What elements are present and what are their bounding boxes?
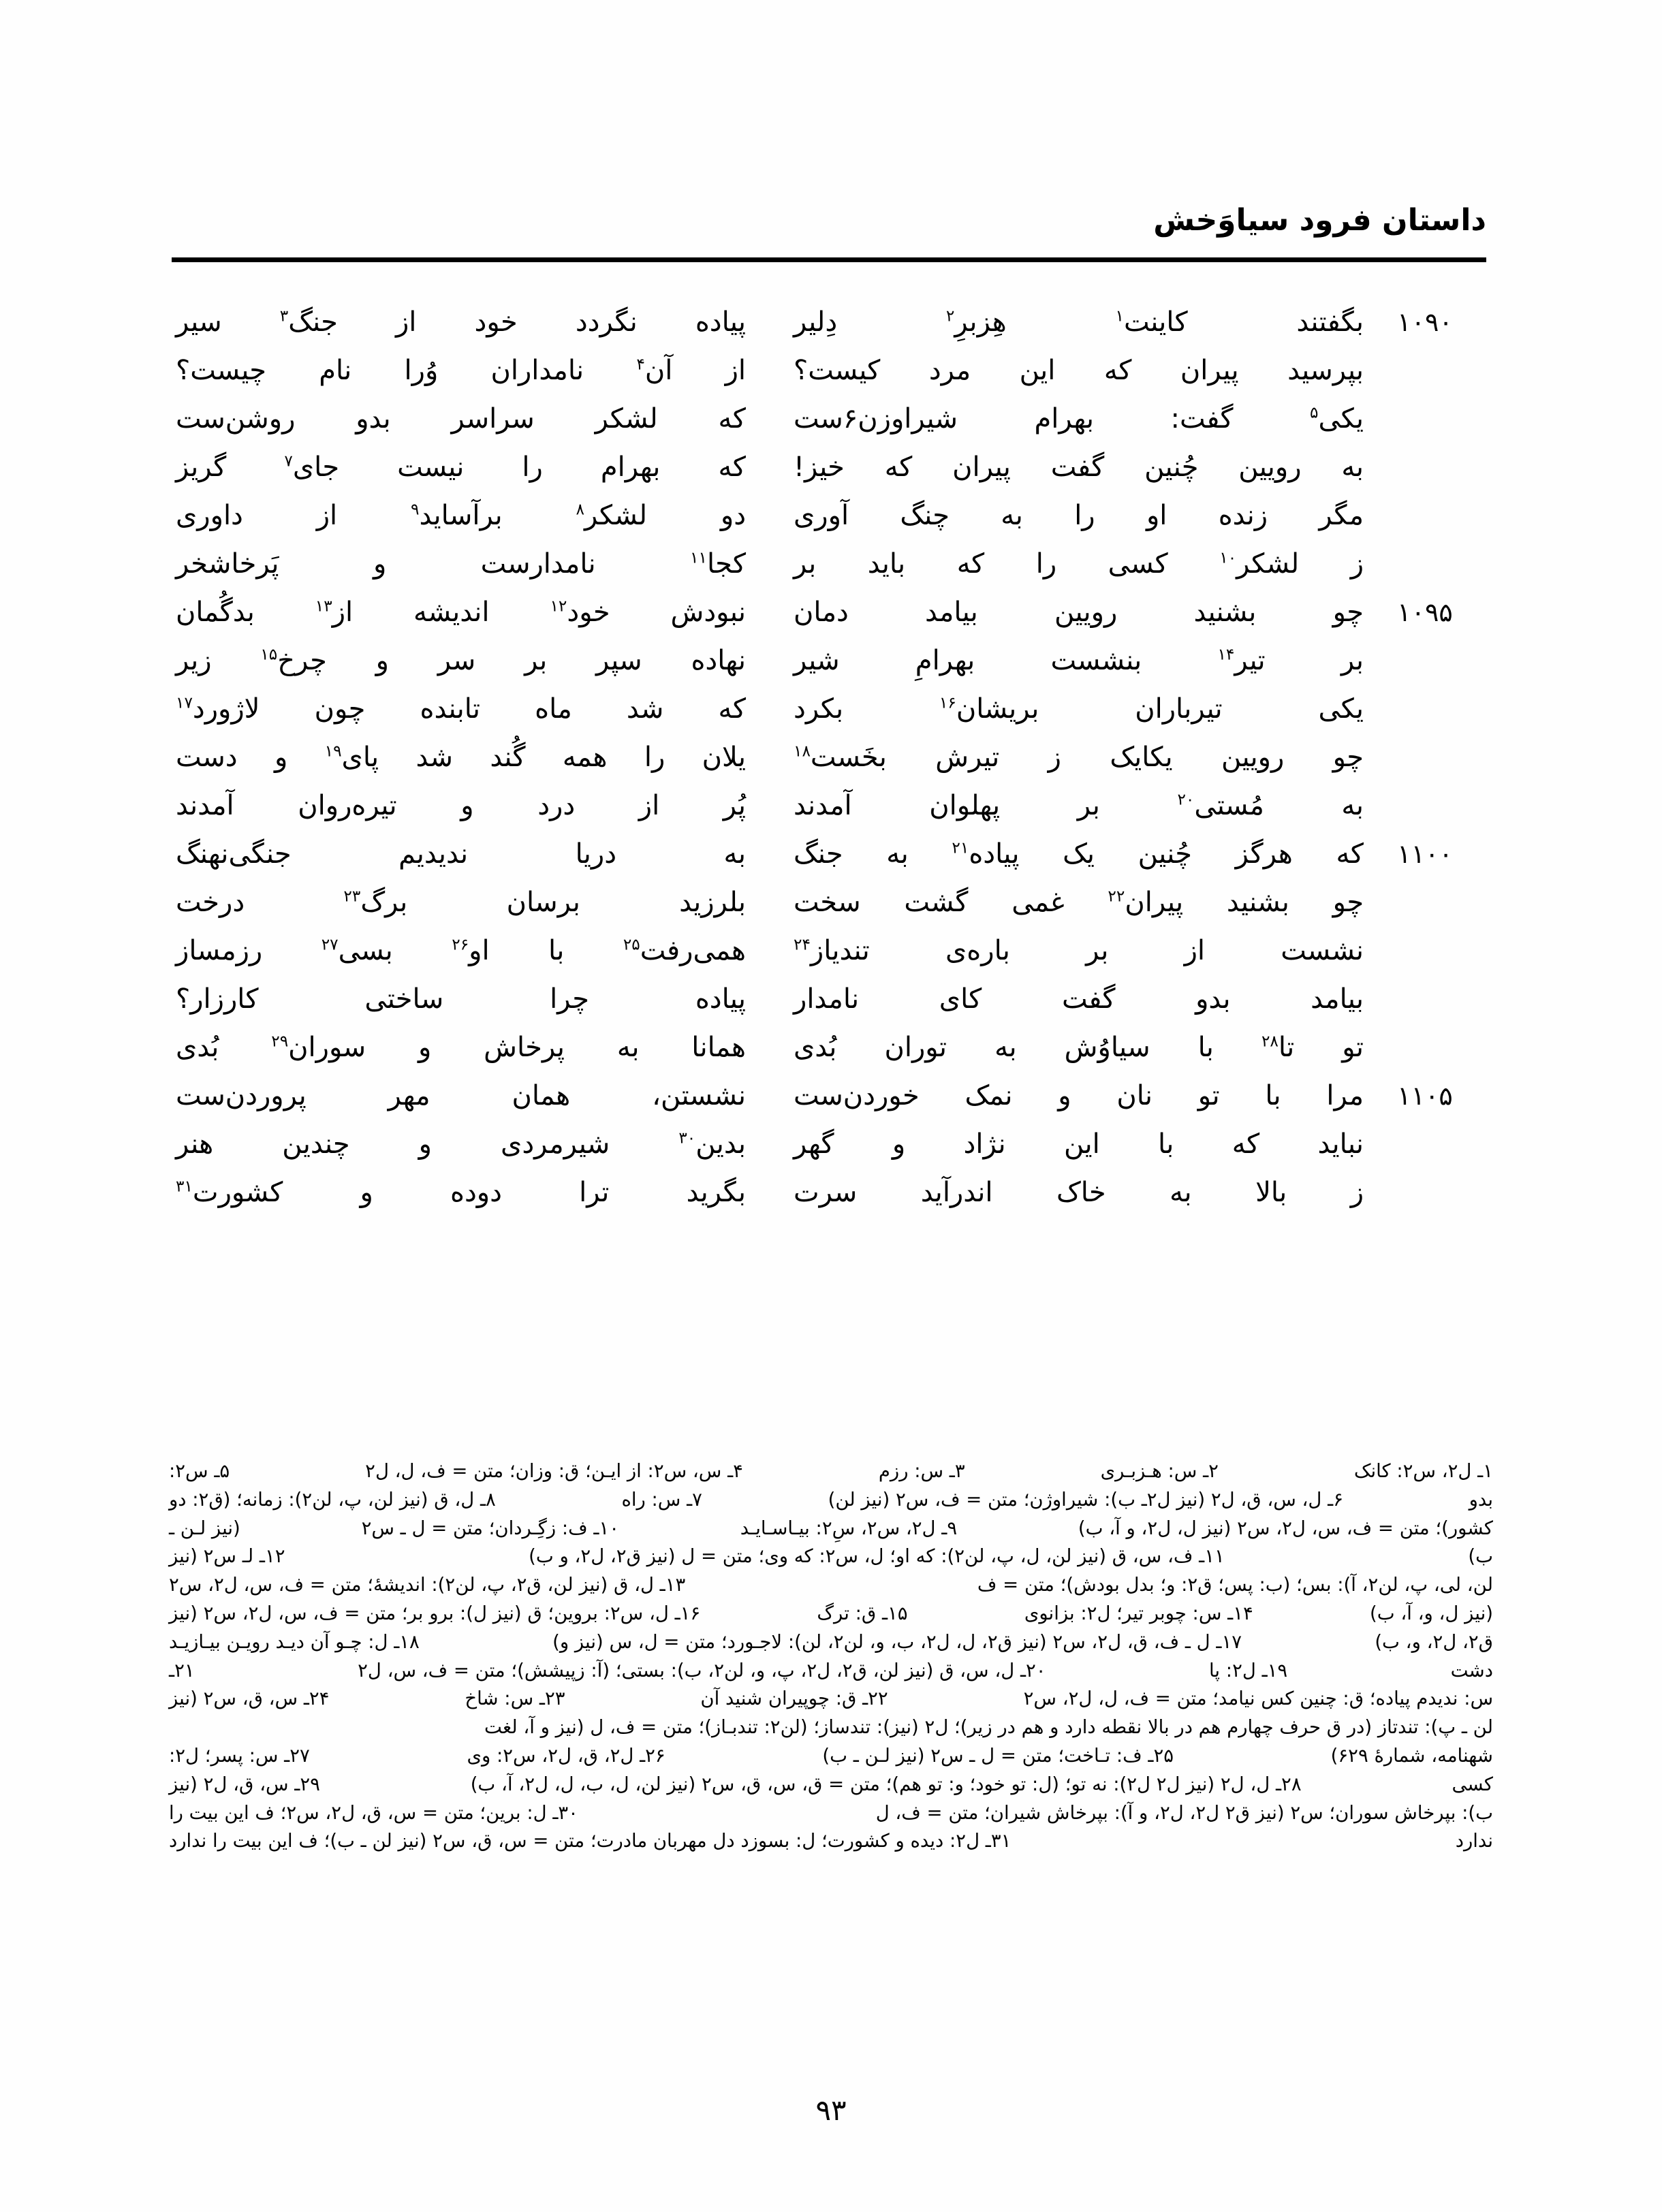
hemistich-first: مگر زنده او را به چنگ آوری xyxy=(794,500,1364,531)
verse-line xyxy=(176,887,1486,935)
folio-number: ۹۳ xyxy=(815,2094,847,2127)
hemistich-first: مرا با تو نان و نمک خوردن‌ست xyxy=(794,1080,1364,1111)
hemistich-second: نبودش خود$^{۱۲}$ اندیشه از$^{۱۳}$ بدگُمان xyxy=(176,597,746,628)
hemistich-second: به دریا ندیدیم جنگی‌نهنگ xyxy=(176,838,747,870)
hemistich-second: بدین$^{۳۰}$ شیرمردی و چندین هنر xyxy=(176,1128,746,1160)
hemistich-first: بگفتند کاینت$^۱$ هِزبرِ$^۲$ دِلیر xyxy=(794,306,1364,338)
hemistich-first: به مُستی$^{۲۰}$ بر پهلوان آمدند xyxy=(794,790,1364,821)
hemistich-first: بر تیر$^{۱۴}$ بنشست بهرامِ شیر xyxy=(794,645,1364,676)
footnote-line: دشت ۱۹ـ ل۲: پا ۲۰ـ ل، س، ق (نیز لن، ق۲، ل۲، پ، و، لن۲، ب): بستی؛ (آ: زپیشش)؛ متن = ف، س، ل۲ ۲۱ـ xyxy=(169,1659,1493,1681)
hemistich-second: یلان را همه گُند شد پای$^{۱۹}$ و دست xyxy=(176,742,747,773)
footnote-line: کسی ۲۸ـ ل، ل۲ (نیز ل۲ ل۲): نه تو؛ (ل: تو خود؛ و: تو هم)؛ متن = ق، س، ق، س۲ (نیز لن، ل، ب، ل، ل۲، آ، ب) ۲۹ـ س، ق، ل۲ (نیز xyxy=(169,1773,1493,1795)
hemistich-first: تو تا$^{۲۸}$ با سیاوُش به توران بُدی xyxy=(794,1032,1364,1063)
hemistich-second: که بهرام را نیست جای$^۷$ گریز xyxy=(176,452,746,483)
hemistich-second: بلرزید برسان برگ$^{۲۳}$ درخت xyxy=(176,887,746,918)
hemistich-first: چو بشنید پیران$^{۲۲}$ غمی گشت سخت xyxy=(794,887,1364,918)
hemistich-first: چو بشنید رویین بیامد دمان xyxy=(794,597,1364,628)
hemistich-second: پُر از درد و تیره‌روان آمدند xyxy=(176,790,746,821)
footnote-line: ب): بپرخاش سوران؛ س۲ (نیز ق۲ ل۲، ل۲، و آ): بپرخاش شیران؛ متن = ف، ل ۳۰ـ ل: برین؛ متن = س، ق، ل۲، س۲؛ ف این بیت را xyxy=(169,1801,1493,1824)
verse-line xyxy=(176,693,1486,742)
footnote-line: ۱ـ ل۲، س۲: کانک ۲ـ س: هـزبـری ۳ـ س: رزم ۴ـ س، س۲: از ایـن؛ ق: وزان؛ متن = ف، ل، ل۲ ۵ـ س۲: xyxy=(169,1460,1493,1482)
hemistich-first: یکی$^۵$ گفت: بهرام شیراوزن۶ست xyxy=(794,403,1364,434)
hemistich-first: نباید که با این نژاد و گهر xyxy=(794,1128,1364,1160)
verse-number: ۱۰۹۵ xyxy=(1397,597,1453,627)
footnote-line: ق۲، ل۲، و، ب) ۱۷ـ ل ـ ف، ق، ل۲، س۲ (نیز ق۲، ل، ل۲، ب، و، لن۲، لن): لاجـورد؛ متن = ل، س (نیز و) ۱۸ـ ل: چـو آن دیـد رویـن بیـازیـد xyxy=(169,1630,1493,1653)
footnote-line: (نیز ل، و، آ، ب) ۱۴ـ س: چوبر تیر؛ ل۲: بزانوی ۱۵ـ ق: ترگ ۱۶ـ ل، س۲: بروین؛ ق (نیز ل): برو بر؛ متن = ف، س، ل۲، س۲ (نیز xyxy=(169,1602,1493,1624)
verse-line xyxy=(176,1128,1486,1177)
verse-line xyxy=(176,403,1486,452)
running-head xyxy=(176,204,1486,237)
hemistich-second: دو لشکر$^۸$ برآساید$^۹$ از داوری xyxy=(176,500,747,531)
hemistich-second: همی‌رفت$^{۲۵}$ با او$^{۲۶}$ بسی$^{۲۷}$ رزمساز xyxy=(176,935,747,966)
hemistich-second: از آن$^۴$ نامداران وُرا نام چیست؟ xyxy=(176,355,747,386)
hemistich-first: که هرگز چُنین یک پیاده$^{۲۱}$ به جنگ xyxy=(794,838,1364,870)
hemistich-first: به رویین چُنین گفت پیران که خیز! xyxy=(794,452,1364,483)
footnote-line: لن، لی، پ، لن۲، آ): بس؛ (ب: پس؛ ق۲: و؛ بدل بودش)؛ متن = ف ۱۳ـ ل، ق (نیز لن، ق۲، پ، لن۲): اندیشهٔ؛ متن = ف، س، ل۲، س۲ xyxy=(169,1574,1493,1596)
footnote-line: کشور)؛ متن = ف، س، ل۲، س۲ (نیز ل، ل۲، و آ، ب) ۹ـ ل۲، س۲، سِ۲: بیـاسـایـد ۱۰ـ ف: زگِـردان؛ متن = ل ـ س۲ (نیز لـن ـ xyxy=(169,1517,1493,1539)
footnote-line: ب) ۱۱ـ ف، س، ق (نیز لن، ل، پ، لن۲): که او؛ ل، س۲: که وی؛ متن = ل (نیز ق۲، ل۲، و ب) ۱۲ـ لـ س۲ (نیز xyxy=(169,1545,1494,1568)
verse-line xyxy=(176,1177,1486,1225)
footnote-line: س: ندیدم پیاده؛ ق: چنین کس نیامد؛ متن = ف، ل، ل۲، س۲ ۲۲ـ ق: چوپیران شنید آن ۲۳ـ س: شاخ ۲۴ـ س، ق، س۲ (نیز xyxy=(169,1688,1494,1710)
hemistich-first: ز بالا به خاک اندرآید سرت xyxy=(794,1177,1364,1208)
verse-line xyxy=(176,1080,1486,1128)
verse-number: ۱۱۰۵ xyxy=(1397,1081,1453,1111)
hemistich-first: چو رویین یکایک ز تیرش بخَست$^{۱۸}$ xyxy=(794,742,1364,773)
verse-number: ۱۰۹۰ xyxy=(1397,307,1453,337)
verse-line xyxy=(176,645,1486,693)
verse-line xyxy=(176,355,1486,403)
hemistich-second: کجا$^{۱۱}$ نامدارست و پَرخاشخر xyxy=(176,548,747,580)
verse-line xyxy=(176,306,1486,355)
footnote-line: ندارد ۳۱ـ ل۲: دیده و کشورت؛ ل: بسوزد دل مهربان مادرت؛ متن = س، ق، س۲ (نیز لن ـ ب)؛ ف این بیت را ندارد xyxy=(169,1830,1493,1852)
hemistich-second: بگرید ترا دوده و کشورت$^{۳۱}$ xyxy=(176,1177,747,1208)
hemistich-first: ز لشکر$^{۱۰}$ کسی را که باید بر xyxy=(794,548,1364,580)
hemistich-first: بیامد بدو گفت کای نامدار xyxy=(794,983,1364,1015)
footnote-line: لن ـ پ): تندتاز (در ق حرف چهارم هم در بالا نقطه دارد و هم در زیر)؛ ل۲ (نیز): تندساز؛ (لن۲: تندبـاز)؛ متن = ف، ل (نیز و آ، لغت xyxy=(484,1716,1493,1739)
verse-line xyxy=(176,548,1486,597)
verse-line xyxy=(176,597,1486,645)
footnote-line: بدو ۶ـ ل، س، ق، ل۲ (نیز ل۲ـ ب): شیراوژن؛ متن = ف، س۲ (نیز لن) ۷ـ س: راه ۸ـ ل، ق (نیز لن، پ، لن۲): زمانه؛ (ق۲: دو xyxy=(169,1488,1493,1511)
header-rule xyxy=(172,257,1486,262)
hemistich-first: بپرسید پیران که این مرد کیست؟ xyxy=(794,355,1364,386)
footnote-apparatus xyxy=(169,1457,1493,1856)
running-head-title: داستان فرود سیاوَخش xyxy=(1153,203,1486,238)
verse-number: ۱۱۰۰ xyxy=(1397,839,1453,869)
hemistich-second: پیاده نگردد خود از جنگ$^۳$ سیر xyxy=(176,306,747,338)
verse-line xyxy=(176,838,1486,887)
verse-line xyxy=(176,742,1486,790)
verse-area xyxy=(176,306,1486,1225)
verse-line xyxy=(176,790,1486,838)
hemistich-second: نشستن، همان مهر پروردن‌ست xyxy=(176,1080,747,1111)
hemistich-second: نهاده سپر بر سر و چرخ$^{۱۵}$ زیر xyxy=(176,645,746,676)
verse-line xyxy=(176,500,1486,548)
hemistich-first: نشست از بر باره‌ی تندیاز$^{۲۴}$ xyxy=(794,935,1364,966)
hemistich-second: که شد ماه تابنده چون لاژورد$^{۱۷}$ xyxy=(176,693,747,725)
footnote-line: شهنامه، شمارهٔ ۶۲۹) ۲۵ـ ف: تـاخت؛ متن = ل ـ س۲ (نیز لـن ـ ب) ۲۶ـ ل۲، ق، ل۲، س۲: وی ۲۷ـ س: پسر؛ ل۲: xyxy=(169,1744,1493,1767)
verse-line xyxy=(176,1032,1486,1080)
hemistich-first: یکی تیرباران بریشان$^{۱۶}$ بکرد xyxy=(794,693,1364,725)
hemistich-second: که لشکر سراسر بدو روشن‌ست xyxy=(176,403,746,434)
verse-line xyxy=(176,983,1486,1032)
verse-line xyxy=(176,935,1486,983)
hemistich-second: همانا به پرخاش و سوران$^{۲۹}$ بُدی xyxy=(176,1032,746,1063)
hemistich-second: پیاده چرا ساختی کارزار؟ xyxy=(176,983,746,1015)
verse-line xyxy=(176,452,1486,500)
